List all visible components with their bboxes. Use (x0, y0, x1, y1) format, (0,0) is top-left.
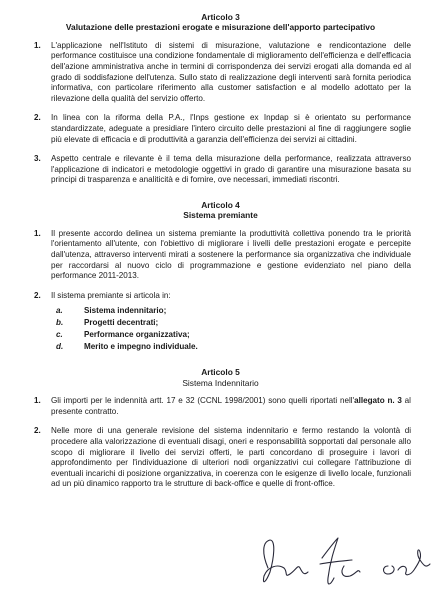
clause-text-start: Gli importi per le indennità artt. 17 e 32 (CCNL 1998/2001) sono quelli riportati nell' (51, 396, 355, 406)
article-3-title: Articolo 3 (201, 12, 240, 22)
clause-text: L'applicazione nell'Istituto di sistemi di misurazione, valutazione e rendicontazione delle performance costituisce una condizione fondamentale di miglioramento dell'efficienza e dell'efficacia dell'azione amministrativa anche in termini di corrispondenza dei servizi erogati alla domanda ed al grado di soddisfazione dell'utenza. Sullo stato di realizzazione degli interventi sarà fornita periodica informativa, con particolare riferimento alla customer satisfaction e al modello adottato per la rilevazione della qualità del servizio offerto. (51, 40, 411, 103)
article-5-clause-1 (30, 396, 411, 417)
signature-2 (320, 538, 360, 584)
list-letter: a. (56, 306, 63, 316)
article-4-clause-2 (30, 291, 411, 302)
clause-number: 2. (34, 113, 41, 123)
list-letter: c. (56, 330, 63, 340)
article-5-subtitle: Sistema Indennitario (182, 377, 259, 388)
list-text: Progetti decentrati; (84, 318, 159, 328)
clause-text: Il sistema premiante si articola in: (51, 290, 171, 300)
list-text: Sistema indennitario; (84, 306, 167, 316)
clause-number: 1. (34, 228, 41, 238)
clause-text-end: al presente contratto. (51, 396, 411, 416)
list-item (56, 317, 411, 329)
premium-system-list (56, 305, 411, 353)
article-5 (30, 367, 411, 490)
article-3-clause-1 (30, 41, 411, 105)
article-3-clause-3 (30, 154, 411, 186)
clause-number: 1. (34, 40, 41, 50)
signature-3 (384, 550, 431, 575)
article-3-clause-2 (30, 113, 411, 145)
article-5-title: Articolo 5 (201, 367, 240, 378)
list-item (56, 305, 411, 317)
clause-text: Nelle more di una generale revisione del sistema indennitario e fermo restando la volontà di procedere alla valorizzazione di eventuali disagi, oneri e responsabilità sopportati dal personale allo scopo di migliorare il livello dei servizi offerti, le parti concordano di proseguire i lavori di approfondimento per l'individuazione di ulteriori nodi organizzativi cui collegare l'attribuzione di eventuali incarichi di posizione organizzativa, in coerenza con le esigenze di livello locale, funzionali ad un più dinamico rapporto tra le strutture di back-office e quelle di front-office. (51, 426, 411, 489)
handwritten-signatures (0, 528, 441, 600)
clause-number: 3. (34, 154, 41, 164)
clause-text: Aspetto centrale e rilevante è il tema della misurazione della performance, realizzata attraverso l'applicazione di indicatori e metodologie oggettivi in grado di garantire una misurazione basata su principi di trasparenza e analiticità e di fornire, ove necessari, immediati riscontri. (51, 154, 411, 185)
article-5-clause-2 (30, 426, 411, 490)
article-4-title: Articolo 4 (201, 199, 240, 210)
article-4 (30, 200, 411, 353)
clause-number: 2. (34, 290, 41, 300)
annex-reference: allegato n. 3 (354, 396, 402, 406)
clause-number: 2. (34, 426, 41, 436)
list-letter: d. (56, 342, 64, 352)
list-letter: b. (56, 318, 64, 328)
list-item (56, 341, 411, 353)
list-text: Merito e impegno individuale. (84, 342, 198, 352)
article-3-subtitle: Valutazione delle prestazioni erogate e misurazione dell'apporto partecipativo (65, 22, 376, 33)
article-4-subtitle: Sistema premiante (183, 210, 258, 221)
article-3 (30, 12, 411, 186)
signature-1 (263, 540, 308, 582)
article-4-clause-1 (30, 229, 411, 282)
clause-number: 1. (34, 396, 41, 406)
clause-text: In linea con la riforma della P.A., l'Inps gestione ex Inpdap si è orientato su performance standardizzate, adeguate a presidiare l'intero circuito delle prestazioni al fine di raggiungere soglie più elevate di efficacia e di produttività a garanzia dell'efficienza dei servizi ai cittadini. (51, 113, 411, 144)
clause-text (51, 396, 411, 417)
list-item (56, 329, 411, 341)
list-text: Performance organizzativa; (84, 330, 190, 340)
clause-text: Il presente accordo delinea un sistema premiante la produttività collettiva ponendo tra le priorità l'orientamento all'utente, con l'obiettivo di migliorare i livelli delle prestazioni erogate e percepite dall'utenza, attraverso interventi mirati a sostenere la performance sia organizzativa che individuale per raccordarsi al nuovo ciclo di programmazione e gestione evidenziato nel piano della performance 2011-2013. (51, 228, 411, 281)
